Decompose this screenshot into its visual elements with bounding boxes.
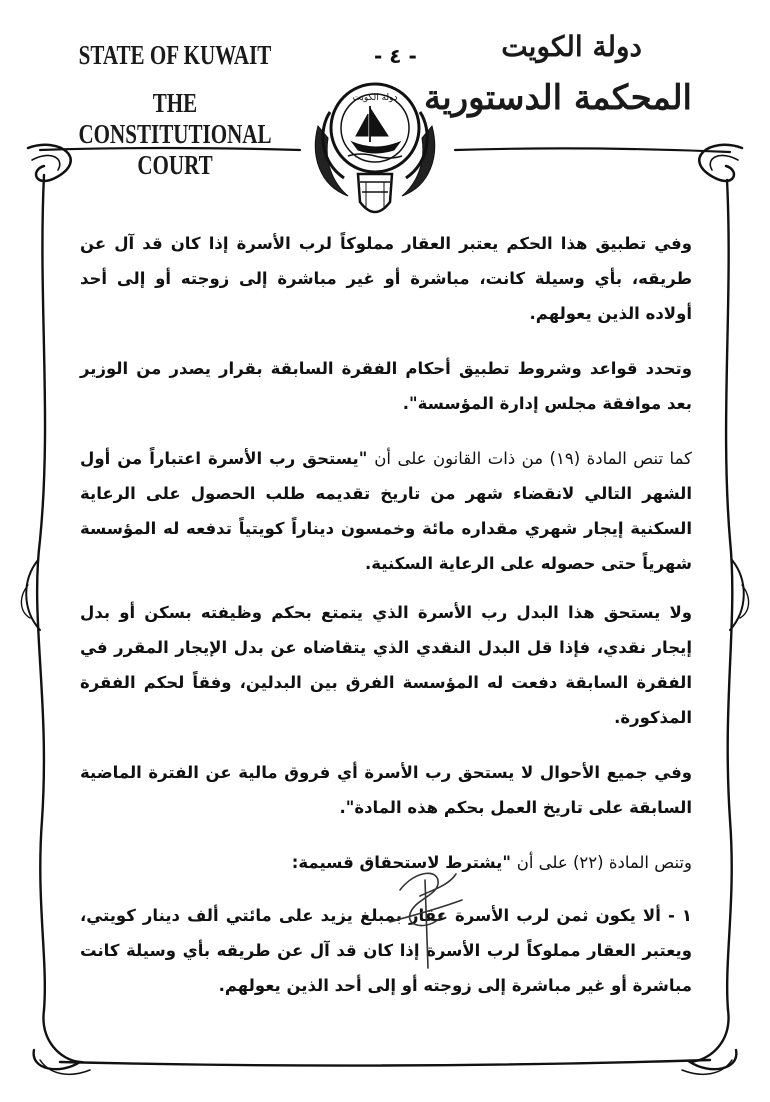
paragraph-5: وفي جميع الأحوال لا يستحق رب الأسرة أي فروق مالية عن الفترة الماضية السابقة على تاريخ العمل بحكم هذه المادة". — [80, 763, 692, 817]
emblem-text: دولة الكويت — [352, 93, 398, 103]
paragraph-2: وتحدد قواعد وشروط تطبيق أحكام الفقرة السابقة بقرار يصدر من الوزير بعد موافقة مجلس إدارة المؤسسة". — [80, 359, 692, 413]
paragraph-6-quote: "يشترط لاستحقاق قسيمة: — [291, 853, 511, 872]
page-number: - ٤ - — [374, 44, 417, 68]
paragraph-3-intro: كما تنص المادة (١٩) من ذات القانون على أن — [374, 449, 692, 468]
paragraph-6-intro: وتنص المادة (٢٢) على أن — [516, 853, 692, 872]
paragraph-3 — [80, 441, 692, 581]
paragraph-1: وفي تطبيق هذا الحكم يعتبر العقار مملوكاً لرب الأسرة إذا كان قد آل عن طريقه، بأي وسيلة كانت، مباشرة أو غير مباشرة إلى زوجته أو إلى أحد أولاده الذين يعولهم. — [80, 234, 692, 323]
signature-mark — [380, 860, 470, 970]
paragraph-7: ١ - ألا يكون ثمن لرب الأسرة عقار بمبلغ يزيد على مائتي ألف دينار كويتي، ويعتبر العقار مملوكاً لرب الأسرة إذا كان قد آل عن طريقه بأي وسيلة كانت مباشرة أو غير مباشرة إلى زوجته أو إلى أحد الذين يعولهم. — [80, 906, 692, 995]
header-english-court: THE CONSTITUTIONAL COURT — [78, 88, 272, 180]
kuwait-emblem-icon — [310, 66, 440, 226]
header-arabic-court: المحكمة الدستورية — [424, 78, 692, 118]
header-english-state: STATE OF KUWAIT — [78, 40, 272, 70]
paragraph-3-quote: "يستحق رب الأسرة اعتباراً من أول الشهر التالي لانقضاء شهر من تاريخ تقديمه طلب الحصول على الرعاية السكنية إيجار شهري مقداره مائة وخمسون ديناراً كويتياً تدفعه له المؤسسة شهرياً حتى حصوله على الرعاية السكنية. — [80, 449, 692, 573]
paragraph-4: ولا يستحق هذا البدل رب الأسرة الذي يتمتع بحكم وظيفته بسكن أو بدل إيجار نقدي، فإذا قل البدل النقدي الذي يتقاضاه عن بدل الإيجار المقرر في الفقرة السابقة دفعت له المؤسسة الفرق بين البدلين، وفقاً لحكم الفقرة المذكورة. — [80, 603, 692, 727]
header-arabic-state: دولة الكويت — [501, 30, 642, 63]
